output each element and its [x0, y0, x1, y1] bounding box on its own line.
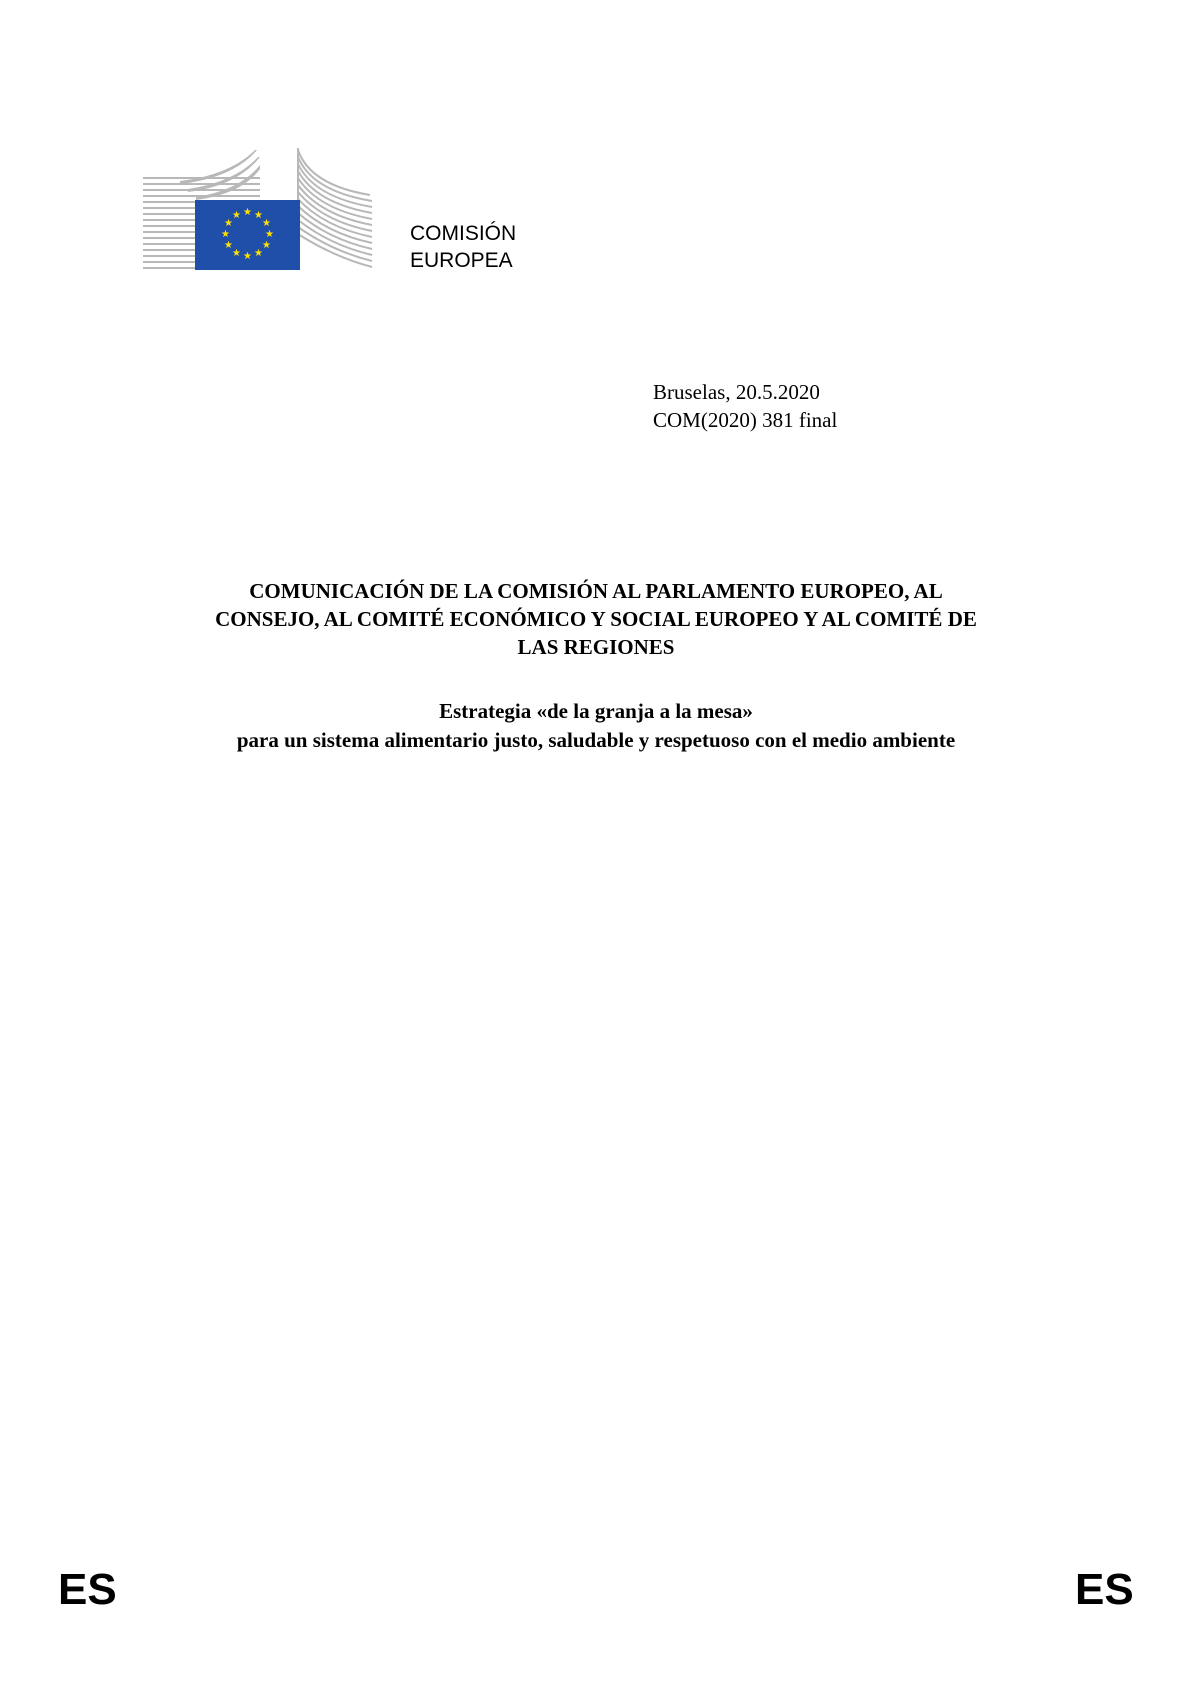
logo-wordmark	[410, 220, 516, 274]
document-subtitle	[140, 697, 1052, 755]
document-reference	[653, 378, 837, 434]
svg-text:★: ★	[224, 218, 233, 229]
title-line-3: LAS REGIONES	[517, 635, 675, 659]
language-code-right: ES	[1075, 1565, 1134, 1614]
svg-text:★: ★	[232, 210, 241, 221]
title-line-2: CONSEJO, AL COMITÉ ECONÓMICO Y SOCIAL EUROPEO Y AL COMITÉ DE	[215, 607, 977, 631]
svg-text:★: ★	[232, 248, 241, 259]
subtitle-line-1: Estrategia «de la granja a la mesa»	[439, 699, 753, 723]
title-line-1: COMUNICACIÓN DE LA COMISIÓN AL PARLAMENTO EUROPEO, AL	[249, 579, 943, 603]
svg-text:★: ★	[243, 207, 252, 218]
language-code-left: ES	[58, 1565, 117, 1614]
svg-text:★: ★	[265, 229, 274, 240]
svg-text:★: ★	[224, 240, 233, 251]
logo-line-2: EUROPEA	[410, 249, 513, 272]
document-number: COM(2020) 381 final	[653, 408, 838, 432]
svg-text:★: ★	[262, 218, 271, 229]
eu-flag-icon	[195, 200, 300, 270]
european-commission-logo	[140, 145, 540, 275]
svg-text:★: ★	[254, 210, 263, 221]
logo-line-1: COMISIÓN	[410, 222, 517, 245]
svg-text:★: ★	[254, 248, 263, 259]
berlaymont-flag-emblem	[140, 145, 400, 275]
building-right-icon	[298, 148, 372, 269]
document-title	[140, 577, 1052, 661]
place-date: Bruselas, 20.5.2020	[653, 380, 820, 404]
svg-text:★: ★	[262, 240, 271, 251]
svg-text:★: ★	[221, 229, 230, 240]
svg-text:★: ★	[243, 251, 252, 262]
subtitle-line-2: para un sistema alimentario justo, saludable y respetuoso con el medio ambiente	[236, 728, 956, 752]
